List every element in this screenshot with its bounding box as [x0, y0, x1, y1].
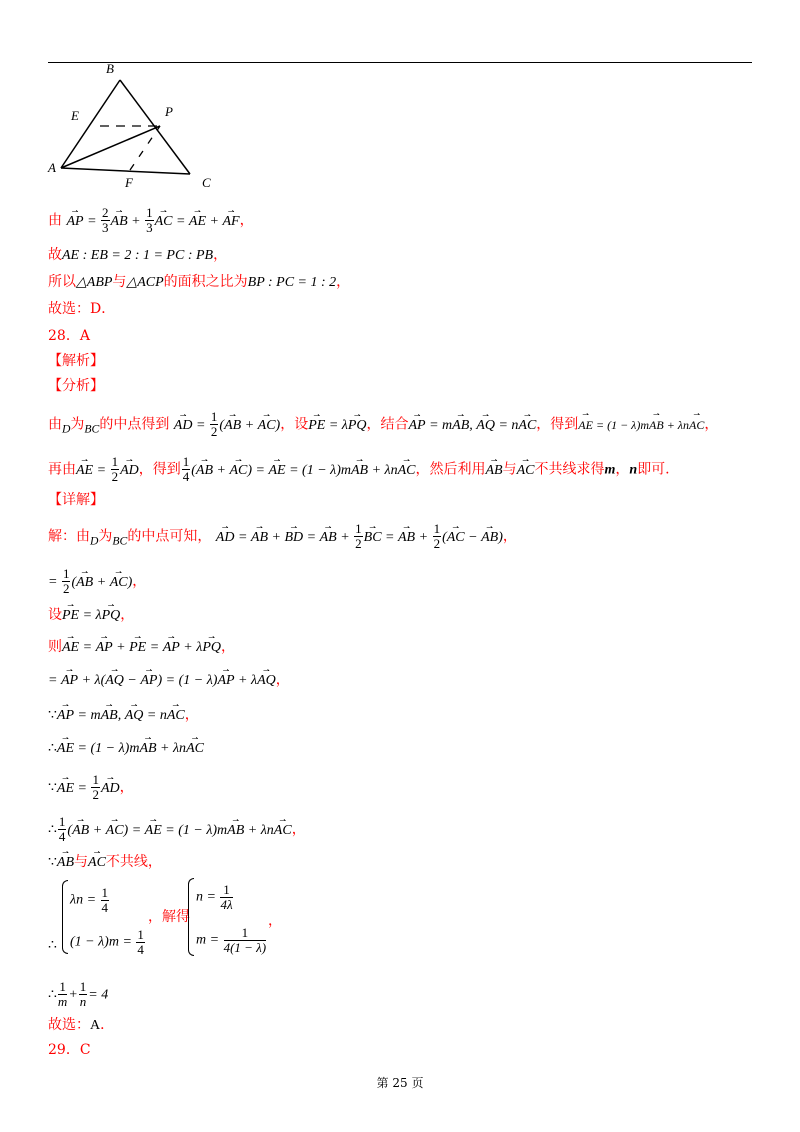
- line-vector-ap: 由 ⇀ AP = $\frac{2}{3}$ ⇀ AB + $\frac{1}{3}$ ⇀ AC = ⇀ AE + ⇀ AF，: [48, 206, 254, 235]
- section-xiangjie: 【详解】: [48, 492, 104, 508]
- solve-end-comma: ，: [268, 913, 282, 929]
- right-brace: [188, 878, 194, 956]
- sol-n: n = $\frac{1}{4\lambda}$: [196, 882, 233, 912]
- line-area-ratio: 所以△ABP与△ACP的面积之比为BP : PC = 1 : 2，: [48, 274, 351, 290]
- label-a: A: [48, 160, 56, 175]
- detail-line-11-therefore: ∴: [48, 938, 57, 953]
- eq-lambda-n: λn = $\frac{1}{4}$: [70, 885, 109, 915]
- label-f: F: [125, 175, 133, 190]
- label-e: E: [71, 108, 79, 123]
- side-ac: [61, 168, 190, 174]
- triangle-figure: [40, 60, 220, 190]
- section-jiexi: 【解析】: [48, 353, 104, 369]
- left-brace: [62, 880, 68, 954]
- analysis-line-2: 再由⇀ AE = $\frac{1}{2}$ ⇀ AD，得到 $\frac{1}{4}$ (⇀ AB + ⇀ AC) = ⇀ AE = (1 − λ)m⇀ AB + λn⇀ AC，然后利用⇀ AB与⇀ AC不共线求得m，n即可.: [48, 455, 670, 484]
- label-p: P: [165, 104, 173, 119]
- label-c: C: [202, 175, 211, 190]
- detail-line-8: ∵⇀ AE = $\frac{1}{2}$ ⇀ AD，: [48, 773, 134, 802]
- detail-line-5: = ⇀ AP + λ(⇀ AQ − ⇀ AP) = (1 − λ)⇀ AP + λ⇀ AQ，: [48, 671, 290, 690]
- page-footer: 第 25 页: [376, 1076, 424, 1090]
- eq-lambda-m: (1 − λ)m = $\frac{1}{4}$: [70, 927, 144, 957]
- question-29-number: 29．C: [48, 1042, 91, 1058]
- analysis-line-1: 由$_D$为$_{BC}$的中点得到 ⇀ AD = $\frac{1}{2}$ (⇀ AB + ⇀ AC)，设⇀ PE = λ⇀ PQ，结合⇀ AP = m⇀ AB, ⇀ AQ = n⇀ AC，得到⇀ AE = (1 − λ)m⇀ AB + λn⇀ AC，: [48, 410, 718, 439]
- label-b: B: [106, 61, 114, 76]
- detail-line-3: 设⇀ PE = λ⇀ PQ，: [48, 606, 134, 625]
- question-28-number: 28．A: [48, 328, 90, 344]
- detail-line-6: ∵⇀ AP = m⇀ AB, ⇀ AQ = n⇀ AC，: [48, 706, 199, 725]
- section-fenxi: 【分析】: [48, 378, 104, 394]
- solve-label: ，解得: [148, 909, 190, 925]
- side-bc: [120, 80, 190, 174]
- answer-27: 故选：D．: [48, 301, 116, 317]
- sol-m: m = $\frac{1}{4(1 - \lambda)}$: [196, 925, 267, 955]
- detail-line-9: ∴ $\frac{1}{4}$ (⇀ AB + ⇀ AC) = ⇀ AE = (1 − λ)m⇀ AB + λn⇀ AC，: [48, 815, 306, 844]
- line-ratio: 故AE : EB = 2 : 1 = PC : PB，: [48, 247, 228, 263]
- detail-line-2: = $\frac{1}{2}$ (⇀ AB + ⇀ AC)，: [48, 567, 146, 596]
- detail-line-10: ∵⇀ AB与⇀ AC不共线，: [48, 853, 162, 872]
- detail-line-12: ∴ $\frac{1}{m}$ + $\frac{1}{n}$ = 4: [48, 979, 109, 1009]
- detail-line-7: ∴⇀ AE = (1 − λ)m⇀ AB + λn⇀ AC: [48, 739, 204, 758]
- detail-line-4: 则⇀ AE = ⇀ AP + ⇀ PE = ⇀ AP + λ⇀ PQ，: [48, 638, 235, 657]
- detail-line-1: 解：由$_D$为$_{BC}$的中点可知， ⇀ AD = ⇀ AB + ⇀ BD = ⇀ AB + $\frac{1}{2}$ ⇀ BC = ⇀ AB + $\frac{1}{2}$ (⇀ AC − ⇀ AB)，: [48, 522, 517, 551]
- answer-28: 故选：A．: [48, 1017, 115, 1033]
